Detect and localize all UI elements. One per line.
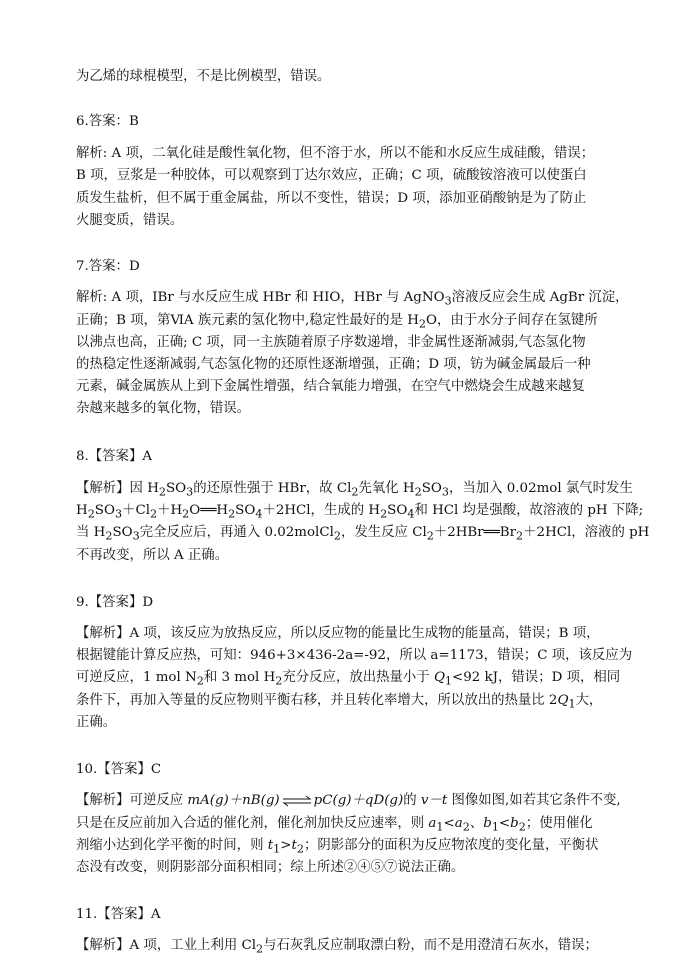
subscript: 2 [296, 842, 304, 856]
subscript: 2 [518, 820, 526, 834]
reversible-arrow-icon [282, 795, 312, 807]
q7-line-6: 杂越来越多的氧化物，错误。 [76, 401, 251, 416]
q8-text: O══H [189, 503, 229, 518]
q10-text: v－t [420, 793, 448, 808]
subscript: 2 [182, 507, 190, 521]
q9-line-2: 根据键能计算反应热，可知：946+3×436-2a=-92，所以 a=1173，错误；C 项，该反应为 [76, 648, 633, 663]
q10-text: 的 [403, 793, 421, 808]
subscript: 2 [516, 529, 524, 543]
q9-text: 和 3 mol H [203, 670, 276, 685]
subscript: 2 [256, 942, 264, 956]
q8-text: 的还原性强于 HBr，故 Cl [193, 481, 352, 496]
q10-text: b [510, 816, 519, 831]
subscript: 2 [158, 485, 166, 499]
subscript: 3 [114, 507, 123, 521]
q7-line-5: 元素，碱金属族从上到下金属性增强，结合氧能力增强，在空气中燃烧会生成越来越复 [76, 379, 585, 394]
q10-text: t [291, 838, 297, 853]
q10-text: 剂缩小达到化学平衡的时间，则 [76, 838, 268, 853]
q10-text: a [428, 816, 437, 831]
q10-text: 只是在反应前加入合适的催化剂，催化剂加快反应速率，则 [76, 816, 429, 831]
q9-line-5: 正确。 [76, 715, 117, 730]
subscript: 2 [418, 317, 426, 331]
q6-line-4: 火腿变质，错误。 [76, 213, 184, 228]
q9-line-1: 【解析】A 项，该反应为放热反应，所以反应物的能量比生成物的能量高，错误；B 项， [76, 626, 600, 641]
q8-text: 完全反应后，再通入 0.02molCl [139, 525, 334, 540]
q8-text: SO [387, 503, 408, 518]
q10-text: b [483, 816, 492, 831]
q8-text: SO [94, 503, 115, 518]
q11-answer: 11.【答案】A [76, 907, 161, 922]
intro-line: 为乙烯的球棍模型，不是比例模型，错误。 [76, 69, 331, 84]
q9-text: <92 kJ，错误；D 项，相同 [452, 670, 621, 685]
q9-text: 大， [575, 693, 603, 708]
q9-text: 条件下，再加入等量的反应物则平衡右移，并且转化率增大，所以放出的热量比 2 [76, 693, 558, 708]
q9-text: 充分反应，放出热量小于 [282, 670, 434, 685]
subscript: 1 [444, 674, 453, 688]
q6-answer: 6.答案：B [76, 114, 139, 129]
subscript: 3 [186, 485, 194, 499]
q10-text: 图像如图,如若其它条件不变, [447, 793, 621, 808]
q8-line-4: 不再改变，所以 A 正确。 [76, 548, 229, 563]
subscript: 2 [333, 529, 341, 543]
q9-text: Q [557, 693, 569, 708]
q8-text: ，发生反应 Cl [340, 525, 427, 540]
q10-text: > [280, 838, 292, 853]
q8-text: ，当加入 0.02mol 氯气时发生 [448, 481, 633, 496]
q8-text: SO [235, 503, 256, 518]
q10-line-4: 态没有改变，则阴影部分面积相同；综上所述②④⑤⑦说法正确。 [76, 860, 465, 875]
q8-text: SO [421, 481, 442, 496]
subscript: 2 [462, 820, 470, 834]
q8-text: 和 HCl 均是强酸，故溶液的 pH 下降; [414, 503, 644, 518]
subscript: 2 [275, 674, 283, 688]
q8-text: ＋2HBr══Br [433, 525, 517, 540]
subscript: 3 [441, 485, 449, 499]
q10-text: a [454, 816, 463, 831]
subscript: 1 [491, 820, 499, 834]
subscript: 2 [380, 507, 388, 521]
subscript: 1 [568, 697, 576, 711]
q10-text: 【解析】可逆反应 [76, 793, 188, 808]
q10-text: ；阴影部分的面积为反应物浓度的变化量，平衡状 [303, 838, 599, 853]
subscript: 3 [444, 294, 452, 308]
subscript: 1 [436, 820, 444, 834]
q10-text: 、 [469, 816, 484, 831]
q7-answer: 7.答案：D [76, 259, 140, 274]
q8-text: 当 H [76, 525, 106, 540]
q11-line-1 [76, 935, 598, 961]
q10-text: ；使用催化 [525, 816, 593, 831]
subscript: 2 [149, 507, 158, 521]
q11-text: 【解析】A 项，工业上利用 Cl [76, 938, 257, 953]
q10-text: < [443, 816, 455, 831]
subscript: 3 [132, 529, 140, 543]
q7-line-3: 以沸点也高，正确; C 项，同一主族随着原子序数递增，非金属性逐渐减弱,气态氢化物 [76, 335, 586, 350]
subscript: 2 [228, 507, 236, 521]
q8-text: H [76, 503, 88, 518]
subscript: 2 [414, 485, 422, 499]
subscript: 2 [196, 674, 204, 688]
q9-text: Q [433, 670, 445, 685]
q7-line-2-text: 正确；B 项，第ⅥA 族元素的氢化物中,稳定性最好的是 H [76, 313, 419, 328]
q7-line-2-text: O，由于水分子间存在氢键所 [426, 313, 598, 328]
q8-text: ＋Cl [122, 503, 150, 518]
subscript: 2 [105, 529, 113, 543]
subscript: 4 [255, 507, 263, 521]
q8-text: 【解析】因 H [76, 481, 159, 496]
q10-text: mA(g)＋nB(g) [187, 793, 280, 808]
q7-line-1-text: 溶液反应会生成 AgBr 沉淀， [451, 290, 629, 305]
q6-line-2: B 项，豆浆是一种胶体，可以观察到丁达尔效应，正确；C 项，硫酸铵溶液可以使蛋白 [76, 168, 587, 183]
q8-text: ＋2HCl，生成的 H [262, 503, 381, 518]
subscript: 2 [426, 529, 434, 543]
q9-line-4 [76, 690, 602, 716]
q6-line-3: 质发生盐析，但不属于重金属盐，所以不变性，错误；D 项，添加亚硝酸钠是为了防止 [76, 191, 587, 206]
q8-text: ＋H [157, 503, 183, 518]
q10-text: pC(g)＋qD(g) [313, 793, 404, 808]
q8-text: ＋2HCl，溶液的 pH [523, 525, 650, 540]
q10-line-1 [76, 790, 621, 813]
subscript: 2 [87, 507, 95, 521]
subscript: 1 [273, 842, 281, 856]
q8-answer: 8.【答案】A [76, 449, 153, 464]
q7-line-1-text: 解析: A 项，IBr 与水反应生成 HBr 和 HIO，HBr 与 AgNO [76, 290, 445, 305]
q9-answer: 9.【答案】D [76, 595, 154, 610]
q9-text: 可逆反应，1 mol N [76, 670, 197, 685]
q10-answer: 10.【答案】C [76, 762, 162, 777]
q6-line-1: 解析: A 项，二氧化硅是酸性氧化物，但不溶于水，所以不能和水反应生成硅酸，错误； [76, 146, 595, 161]
q10-text: t [267, 838, 274, 853]
q7-line-4: 的热稳定性逐渐减弱,气态氢化物的还原性逐渐增强，正确；D 项，钫为碱金属最后一种 [76, 357, 591, 372]
q10-text: < [498, 816, 511, 831]
subscript: 4 [407, 507, 415, 521]
q8-text: 先氧化 H [358, 481, 415, 496]
q11-text: 与石灰乳反应制取漂白粉，而不是用澄清石灰水，错误； [263, 938, 598, 953]
q8-text: SO [112, 525, 133, 540]
q8-text: SO [166, 481, 187, 496]
subscript: 2 [351, 485, 359, 499]
